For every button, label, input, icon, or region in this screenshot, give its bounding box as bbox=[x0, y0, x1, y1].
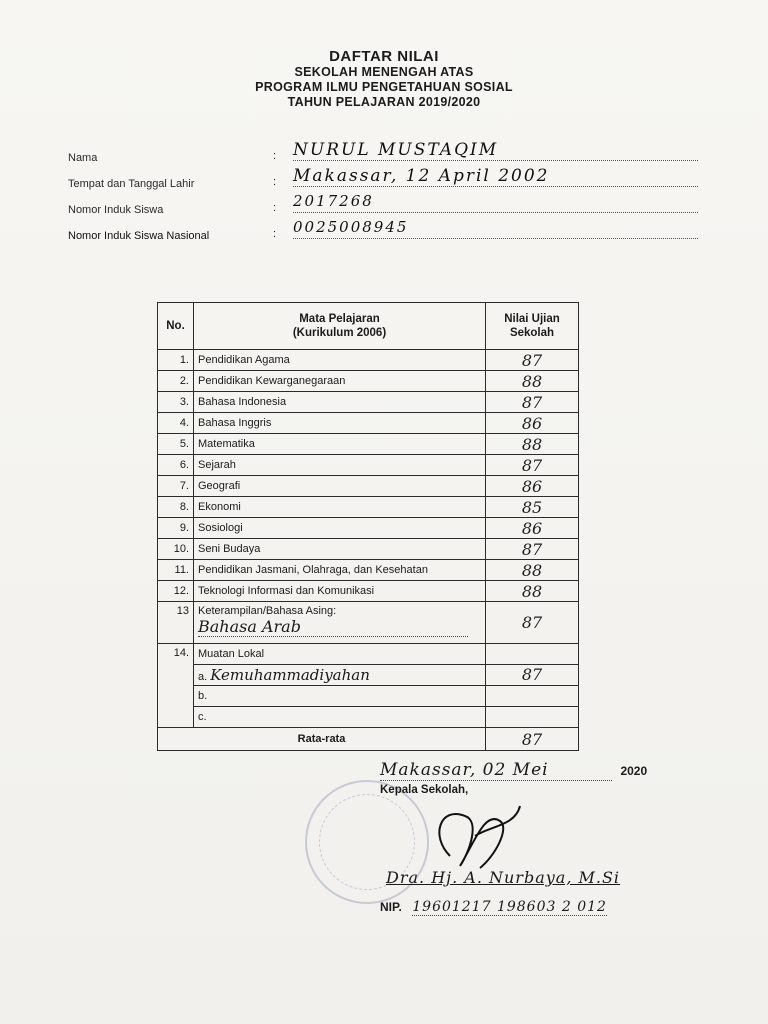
row-number: 3. bbox=[158, 392, 194, 413]
local-subject-value: Kemuhammadiyahan bbox=[210, 666, 370, 684]
identity-value: 2017268 bbox=[293, 192, 698, 213]
col-score-subtitle: Sekolah bbox=[509, 327, 555, 339]
row-subject: Bahasa Inggris bbox=[194, 413, 486, 434]
signature-role: Kepala Sekolah, bbox=[380, 784, 469, 796]
row-score: 86 bbox=[486, 476, 579, 497]
row-subject: Ekonomi bbox=[194, 497, 486, 518]
signature-year: 2020 bbox=[620, 764, 648, 778]
row-number: 2. bbox=[158, 371, 194, 392]
row-number: 6. bbox=[158, 455, 194, 476]
identity-value: 0025008945 bbox=[293, 218, 698, 239]
row-number: 4. bbox=[158, 413, 194, 434]
row-number: 10. bbox=[158, 539, 194, 560]
row-score: 86 bbox=[486, 518, 579, 539]
table-row-14c bbox=[158, 707, 579, 728]
row-subject: Seni Budaya bbox=[194, 539, 486, 560]
row-subject: Pendidikan Kewarganegaraan bbox=[194, 371, 486, 392]
identity-nisn-row: Nomor Induk Siswa Nasional : 0025008945 bbox=[68, 218, 698, 242]
sub-item-label: a. bbox=[198, 671, 208, 683]
identity-label: Nama bbox=[68, 152, 98, 164]
average-label: Rata-rata bbox=[158, 728, 486, 751]
grade-rows bbox=[158, 350, 579, 602]
table-row bbox=[158, 392, 579, 413]
row-subject bbox=[194, 602, 486, 644]
row-subject: b. bbox=[194, 686, 486, 707]
table-row bbox=[158, 581, 579, 602]
row-number: 11. bbox=[158, 560, 194, 581]
identity-nis-row: Nomor Induk Siswa : 2017268 bbox=[68, 192, 698, 216]
signature-scribble bbox=[420, 796, 540, 876]
row-subject bbox=[194, 665, 486, 686]
row-number: 9. bbox=[158, 518, 194, 539]
signature-block bbox=[380, 760, 680, 915]
table-average-row bbox=[158, 728, 579, 751]
row-score: 85 bbox=[486, 497, 579, 518]
place-date: Makassar, 02 Mei bbox=[380, 760, 612, 781]
table-row bbox=[158, 371, 579, 392]
identity-label: Nomor Induk Siswa bbox=[68, 204, 164, 216]
row-score: 88 bbox=[486, 371, 579, 392]
col-subject-header bbox=[194, 303, 486, 350]
col-no-header: No. bbox=[158, 303, 194, 350]
row-subject: c. bbox=[194, 707, 486, 728]
identity-label: Nomor Induk Siswa Nasional bbox=[68, 230, 210, 242]
row-number: 12. bbox=[158, 581, 194, 602]
row-score: 86 bbox=[486, 413, 579, 434]
row-subject: Matematika bbox=[194, 434, 486, 455]
identity-value: NURUL MUSTAQIM bbox=[293, 140, 698, 161]
table-row bbox=[158, 560, 579, 581]
row-subject: Sosiologi bbox=[194, 518, 486, 539]
identity-value: Makassar, 12 April 2002 bbox=[293, 166, 698, 187]
row-subject: Sejarah bbox=[194, 455, 486, 476]
row-score: 87 bbox=[486, 602, 579, 644]
row-number: 14. bbox=[158, 644, 194, 728]
row-number: 5. bbox=[158, 434, 194, 455]
table-row bbox=[158, 476, 579, 497]
row-score: 88 bbox=[486, 581, 579, 602]
identity-name-row: Nama : NURUL MUSTAQIM bbox=[68, 140, 698, 164]
col-score-header bbox=[486, 303, 579, 350]
document-header bbox=[0, 48, 768, 110]
academic-year: TAHUN PELAJARAN 2019/2020 bbox=[287, 95, 481, 109]
row-score: 88 bbox=[486, 434, 579, 455]
row-subject: Teknologi Informasi dan Komunikasi bbox=[194, 581, 486, 602]
row-subject: Pendidikan Agama bbox=[194, 350, 486, 371]
row-subject: Bahasa Indonesia bbox=[194, 392, 486, 413]
row-number: 13 bbox=[158, 602, 194, 644]
document-title: DAFTAR NILAI bbox=[329, 48, 439, 65]
table-row bbox=[158, 434, 579, 455]
identity-label: Tempat dan Tanggal Lahir bbox=[68, 178, 195, 190]
table-row bbox=[158, 350, 579, 371]
col-score-title: Nilai Ujian bbox=[504, 313, 560, 325]
row-number: 8. bbox=[158, 497, 194, 518]
nip-value: 19601217 198603 2 012 bbox=[412, 899, 607, 915]
table-row bbox=[158, 413, 579, 434]
row-subject: Pendidikan Jasmani, Olahraga, dan Kesehatan bbox=[194, 560, 486, 581]
row-score: 88 bbox=[486, 560, 579, 581]
row-subject: Geografi bbox=[194, 476, 486, 497]
table-row-14b bbox=[158, 686, 579, 707]
row-number: 7. bbox=[158, 476, 194, 497]
table-row bbox=[158, 497, 579, 518]
table-row bbox=[158, 518, 579, 539]
row-score: 87 bbox=[486, 665, 579, 686]
row-score: 87 bbox=[486, 455, 579, 476]
row-number: 1. bbox=[158, 350, 194, 371]
row-subject-label: Keterampilan/Bahasa Asing: bbox=[198, 605, 337, 617]
col-subject-title: Mata Pelajaran bbox=[299, 313, 380, 325]
row-subject: Muatan Lokal bbox=[194, 644, 486, 665]
table-row bbox=[158, 455, 579, 476]
foreign-language-value: Bahasa Arab bbox=[198, 617, 301, 636]
row-score: 87 bbox=[486, 539, 579, 560]
table-row-13 bbox=[158, 602, 579, 644]
principal-name: Dra. Hj. A. Nurbaya, M.Si bbox=[386, 868, 621, 887]
school-type: SEKOLAH MENENGAH ATAS bbox=[294, 65, 474, 79]
table-header-row bbox=[158, 303, 579, 350]
col-subject-subtitle: (Kurikulum 2006) bbox=[292, 327, 387, 339]
grades-table bbox=[157, 302, 579, 751]
row-score: 87 bbox=[486, 392, 579, 413]
program-name: PROGRAM ILMU PENGETAHUAN SOSIAL bbox=[255, 80, 513, 94]
table-row bbox=[158, 539, 579, 560]
table-row-14 bbox=[158, 644, 579, 665]
row-score: 87 bbox=[486, 350, 579, 371]
average-score: 87 bbox=[486, 728, 579, 751]
table-row-14a bbox=[158, 665, 579, 686]
nip-label: NIP. bbox=[380, 900, 402, 914]
identity-birth-row: Tempat dan Tanggal Lahir : Makassar, 12 April 2002 bbox=[68, 166, 698, 190]
